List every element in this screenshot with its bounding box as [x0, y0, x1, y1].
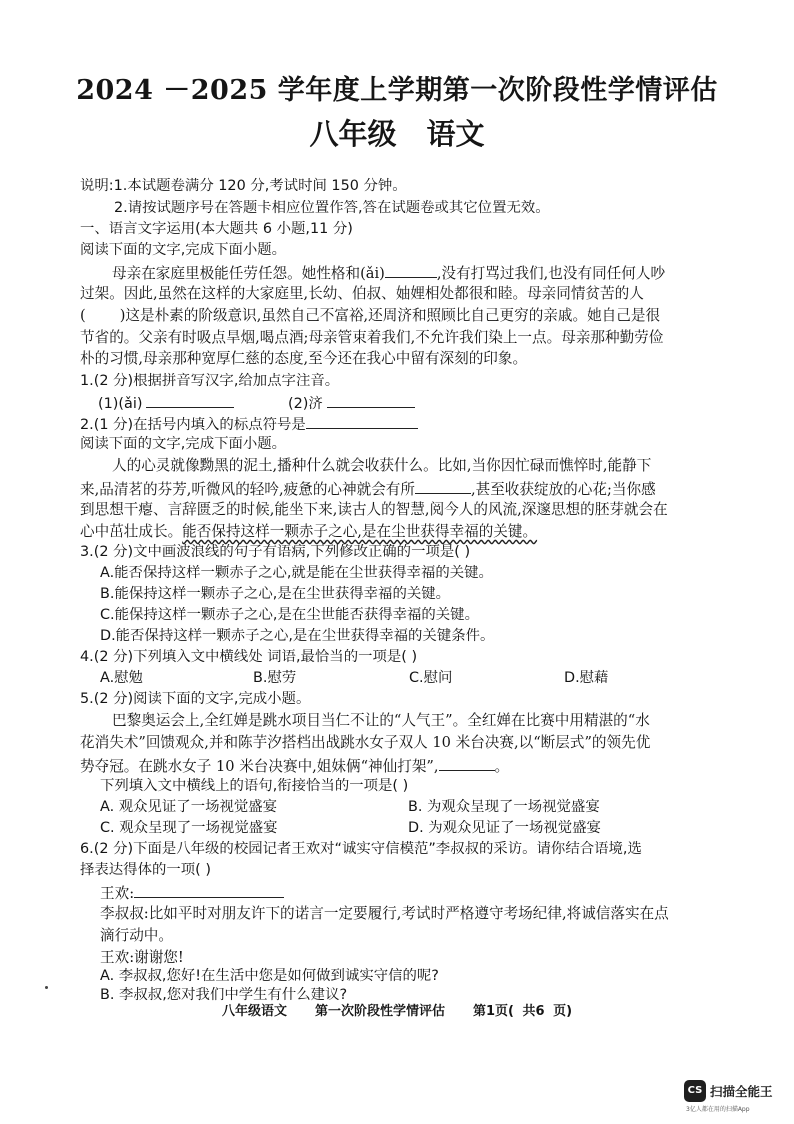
question-5-prompt: 下列填入文中横线上的语句,衔接恰当的一项是( ) [100, 778, 409, 794]
passage1-line-2: 过架。因此,虽然在这样的大家庭里,长幼、伯叔、妯娌相处都很和睦。母亲同情贫苦的人 [80, 285, 644, 302]
question-1: 1.(2 分)根据拼音写汉字,给加点字注音。 [80, 373, 340, 389]
question-5-option-b: B. 为观众呈现了一场视觉盛宴 [408, 799, 600, 815]
question-5: 5.(2 分)阅读下面的文字,完成小题。 [80, 691, 311, 707]
passage2-line-4: 心中茁壮成长。能否保持这样一颗赤子之心,是在尘世获得幸福的关键。 [80, 523, 538, 540]
answer-blank [134, 882, 284, 898]
question-2: 2.(1 分)在括号内填入的标点符号是 [80, 413, 418, 435]
question-6-option-a: A. 李叔叔,您好!在生活中您是如何做到诚实守信的呢? [100, 968, 439, 984]
question-3-option-a: A.能否保持这样一颗赤子之心,就是能在尘世获得幸福的关键。 [100, 565, 493, 581]
page-footer [0, 1000, 794, 1019]
question-3-option-c: C.能保持这样一颗赤子之心,是在尘世能否获得幸福的关键。 [100, 607, 479, 623]
passage1-line-4: 节省的。父亲有时吸点旱烟,喝点酒;母亲管束着我们,不允许我们染上一点。母亲那种勤劳俭 [80, 329, 664, 346]
question-6-line-2: 择表达得体的一项( ) [80, 862, 211, 878]
passage1-line-1: 母亲在家庭里极能任劳任怨。她性格和(ǎi) ,没有打骂过我们,也没有同任何人吵 [112, 262, 665, 284]
question-3: 3.(2 分)文中画波浪线的句子有语病,下列修改正确的一项是( ) [80, 544, 471, 560]
passage2-line-2: 来,品清茗的芬芳,听微风的轻吟,疲惫的心神就会有所 ,甚至收获绽放的心花;当你感 [80, 478, 656, 500]
footer-subject: 八年级语文 [221, 1004, 287, 1019]
camscanner-logo-icon: CS [684, 1080, 706, 1102]
wavy-sentence: 能否保持这样一颗赤子之心,是在尘世获得幸福的关键。 [182, 523, 538, 540]
question-4-option-d: D.慰藉 [564, 670, 609, 686]
question-6-line-1: 6.(2 分)下面是八年级的校园记者王欢对“诚实守信模范”李叔叔的采访。请你结合语境,选 [80, 841, 642, 857]
passage1-line-3: ( )这是朴素的阶级意识,虽然自己不富裕,还周济和照顾比自己更穷的亲戚。她自己是很 [80, 307, 661, 324]
q5-passage-line-2: 花消失术”回馈观众,并和陈芋汐搭档出战跳水女子双人 10 米台决赛,以“断层式”的领先优 [80, 734, 651, 751]
question-4: 4.(2 分)下列填入文中横线处 词语,最恰当的一项是( ) [80, 649, 418, 665]
question-5-option-c: C. 观众呈现了一场视觉盛宴 [100, 820, 278, 836]
dialogue-wanghuan-1: 王欢: [100, 882, 284, 904]
question-4-option-a: A.慰勉 [100, 670, 143, 686]
footer-page-number: 第1页( 共6 页) [473, 1004, 573, 1019]
section-heading: 一、语言文字运用(本大题共 6 小题,11 分) [80, 221, 353, 237]
question-4-option-c: C.慰问 [409, 670, 453, 686]
question-5-option-d: D. 为观众见证了一场视觉盛宴 [408, 820, 601, 836]
grade-label: 八年级 [309, 117, 397, 151]
instruction-2: 2.请按试题序号在答题卡相应位置作答,答在试题卷或其它位置无效。 [114, 200, 550, 216]
passage1-line-5: 朴的习惯,母亲那种宽厚仁慈的态度,至今还在我心中留有深刻的印象。 [80, 350, 528, 367]
exam-subtitle [0, 112, 794, 153]
question-6-option-b: B. 李叔叔,您对我们中学生有什么建议? [100, 987, 348, 1003]
q5-passage-line-3: 势夺冠。在跳水女子 10 米台决赛中,姐妹俩“神仙打架”, 。 [80, 755, 509, 777]
dialogue-lishushu-1: 李叔叔:比如平时对朋友许下的诺言一定要履行,考试时严格遵守考场纪律,将诚信落实在点 [100, 905, 669, 922]
dialogue-wanghuan-2: 王欢:谢谢您! [100, 949, 184, 966]
subject-label: 语文 [426, 117, 485, 151]
answer-blank [146, 392, 234, 408]
question-3-option-b: B.能保持这样一颗赤子之心,是在尘世获得幸福的关键。 [100, 586, 451, 602]
answer-blank [327, 392, 415, 408]
scanner-watermark [684, 1080, 784, 1114]
dialogue-lishushu-2: 滴行动中。 [100, 927, 173, 944]
instruction-1: 说明:1.本试题卷满分 120 分,考试时间 150 分钟。 [80, 178, 407, 194]
question-1-a: (1)(ǎi) [98, 392, 234, 414]
question-3-option-d: D.能否保持这样一颗赤子之心,是在尘世获得幸福的关键条件。 [100, 628, 495, 644]
question-1-b: (2)济 [288, 392, 415, 414]
footer-exam: 第一次阶段性学情评估 [314, 1004, 445, 1019]
answer-blank [306, 413, 418, 429]
reading-intro-1: 阅读下面的文字,完成下面小题。 [80, 242, 287, 258]
passage2-line-3: 到思想干瘪、言辞匮乏的时候,能坐下来,读古人的智慧,阅今人的风流,深邃思想的胚芽就会在 [80, 501, 668, 518]
passage2-line-1: 人的心灵就像黝黑的泥土,播种什么就会收获什么。比如,当你因忙碌而憔悴时,能静下 [112, 457, 652, 474]
blank-ai [385, 262, 437, 278]
scan-speck [45, 986, 48, 989]
question-5-option-a: A. 观众见证了一场视觉盛宴 [100, 799, 278, 815]
watermark-name: 扫描全能王 [710, 1084, 773, 1099]
exam-title: 2024 －2025 学年度上学期第一次阶段性学情评估 [76, 75, 718, 106]
blank-word [415, 478, 471, 494]
blank-sentence [439, 755, 495, 771]
reading-intro-2: 阅读下面的文字,完成下面小题。 [80, 436, 287, 452]
q5-passage-line-1: 巴黎奥运会上,全红婵是跳水项目当仁不让的“人气王”。全红婵在比赛中用精湛的“水 [112, 712, 650, 729]
question-4-option-b: B.慰劳 [253, 670, 297, 686]
watermark-tagline: 3亿人都在用的扫描App [686, 1106, 750, 1113]
